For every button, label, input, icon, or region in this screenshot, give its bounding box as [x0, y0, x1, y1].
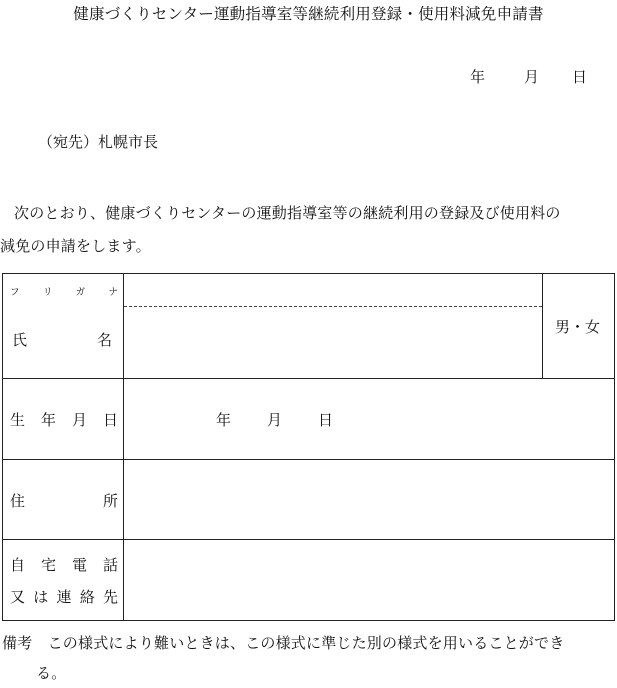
remark-line-1: 備考 この様式により難いときは、この様式に準じた別の様式を用いることができ — [2, 634, 565, 652]
statement-line-2: 減免の申請をします。 — [0, 237, 151, 255]
application-statement — [0, 197, 617, 263]
addressee: （宛先）札幌市長 — [38, 133, 159, 151]
statement-line-1: 次のとおり、健康づくりセンターの運動指導室等の継続利用の登録及び使用料の — [14, 204, 561, 222]
birthdate-label: 生 年 月 日 — [10, 411, 118, 429]
birth-year-unit: 年 — [216, 411, 232, 429]
table-border-top-sex — [542, 273, 615, 274]
phone-field[interactable] — [125, 541, 613, 619]
birth-day-unit: 日 — [318, 411, 334, 429]
remarks — [2, 628, 617, 688]
birthdate-field[interactable] — [125, 380, 613, 458]
name-field[interactable] — [125, 309, 541, 375]
phone-label-line1: 自 宅 電 話 — [10, 556, 118, 574]
sex-column-divider — [542, 273, 543, 378]
document-title: 健康づくりセンター運動指導室等継続利用登録・使用料減免申請書 — [73, 5, 544, 23]
date-year-label: 年 — [470, 68, 486, 86]
date-day-label: 日 — [572, 68, 588, 86]
sex-option[interactable]: 男・女 — [555, 318, 601, 336]
row-divider-birth — [2, 459, 615, 460]
birth-month-unit: 月 — [267, 411, 283, 429]
phone-label-line2: 又 は 連 絡 先 — [10, 588, 118, 606]
row-divider-name — [2, 378, 615, 379]
application-form-table — [2, 273, 615, 621]
address-label: 住 所 — [10, 492, 118, 510]
address-field[interactable] — [125, 461, 613, 538]
furigana-field[interactable] — [125, 278, 541, 304]
date-month-label: 月 — [524, 68, 540, 86]
label-column-divider — [123, 273, 124, 621]
row-divider-address — [2, 539, 615, 540]
furigana-label: フ リ ガ ナ — [10, 287, 118, 298]
date-header — [470, 66, 587, 87]
furigana-dashed-divider — [124, 306, 542, 307]
table-border-bottom — [2, 620, 615, 621]
remark-line-2: る。 — [36, 664, 67, 682]
name-label: 氏 名 — [12, 331, 112, 349]
table-border-right — [614, 273, 615, 621]
table-border-left — [2, 273, 3, 621]
table-border-top-name — [2, 273, 542, 274]
